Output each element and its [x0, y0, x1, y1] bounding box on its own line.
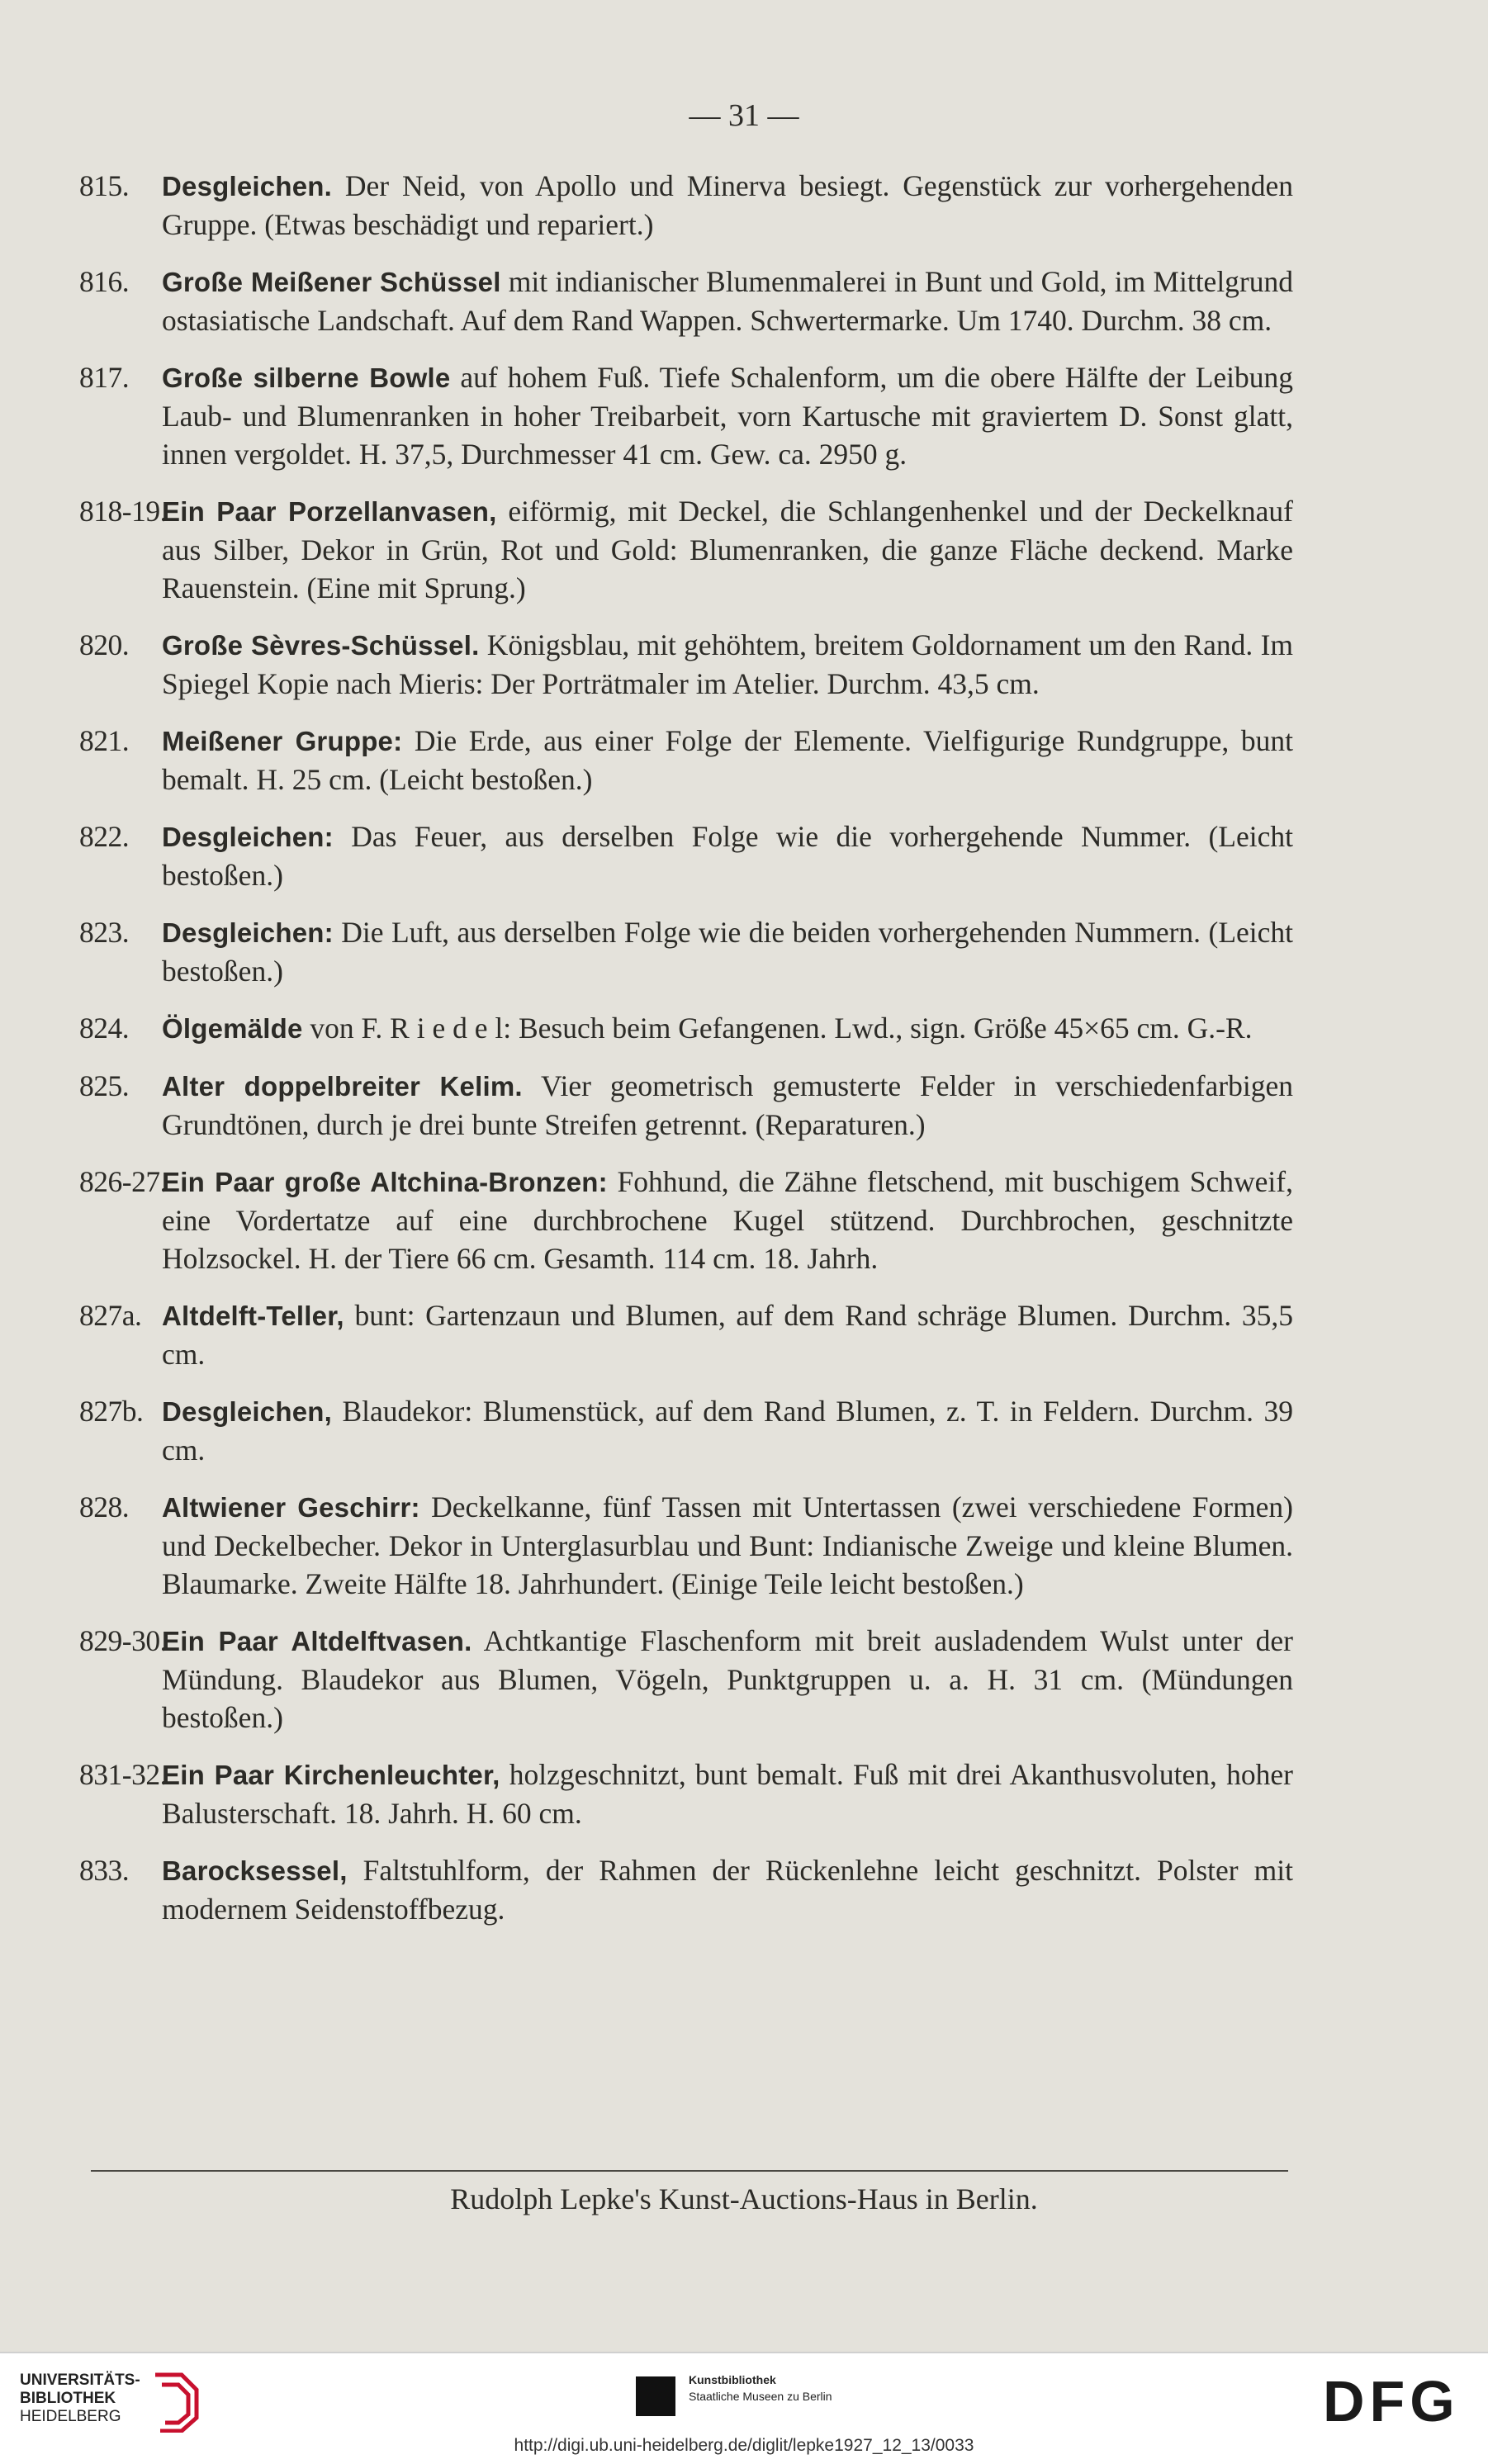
entry-description [162, 1296, 1293, 1373]
entry-text: auf hohem Fuß. Tiefe Schalenform, um die obere Hälfte der Leibung Laub- und Blumenranken in hoher Treibarbeit, vorn Kartusche mit graviertem D. Sonst glatt, innen vergoldet. H. 37,5, Durchmesser 41 cm. Gew. ca. 2950 g. [162, 361, 1293, 471]
catalog-entries [79, 167, 1293, 1947]
entry-text: Fohhund, die Zähne fletschend, mit buschigem Schweif, eine Vordertatze auf eine durchbrochene Kugel stützend. Durchbrochen, geschnitzte Holzsockel. H. der Tiere 66 cm. Gesamth. 114 cm. 18. Jahrh. [162, 1165, 1293, 1275]
entry-number: 822. [79, 820, 130, 853]
entry-text: bunt: Gartenzaun und Blumen, auf dem Rand schräge Blumen. Durchm. 35,5 cm. [162, 1299, 1293, 1371]
catalog-entry [79, 1392, 1293, 1469]
entry-text: Blaudekor: Blumenstück, auf dem Rand Blumen, z. T. in Feldern. Durchm. 39 cm. [162, 1395, 1293, 1467]
entry-text: Das Feuer, aus derselben Folge wie die vorhergehende Nummer. (Leicht bestoßen.) [162, 820, 1293, 892]
uni-line-1: UNIVERSITÄTS- [20, 2372, 140, 2389]
entry-heading: Ein Paar Porzellanvasen, [162, 496, 497, 527]
kunstbibliothek-logo[interactable] [689, 2372, 832, 2405]
entry-text: Vier geometrisch gemusterte Felder in verschiedenfarbigen Grundtönen, durch je drei bunte Streifen getrennt. (Reparaturen.) [162, 1069, 1293, 1141]
entry-description [162, 626, 1293, 703]
entry-text: Achtkantige Flaschenform mit breit ausladendem Wulst unter der Mündung. Blaudekor aus Blumen, Vögeln, Punktgruppen u. a. H. 31 cm. (Mündungen bestoßen.) [162, 1624, 1294, 1734]
catalog-entry [79, 358, 1293, 473]
footer-rule [91, 2170, 1288, 2172]
catalog-entry [79, 913, 1293, 990]
entry-text: Die Luft, aus derselben Folge wie die beiden vorhergehenden Nummern. (Leicht bestoßen.) [162, 916, 1293, 988]
page-number: — 31 — [689, 98, 799, 133]
entry-heading: Desgleichen, [162, 1396, 332, 1427]
catalog-entry [79, 1067, 1293, 1144]
entry-text: Der Neid, von Apollo und Minerva besiegt. Gegenstück zur vorhergehenden Gruppe. (Etwas beschädigt und repariert.) [162, 169, 1293, 241]
entry-number: 833. [79, 1854, 130, 1887]
entry-heading: Desgleichen: [162, 822, 334, 852]
entry-description [162, 1163, 1293, 1277]
entry-description [162, 913, 1293, 990]
entry-heading: Ein Paar Altdelftvasen. [162, 1626, 472, 1656]
entry-description [162, 167, 1293, 244]
entry-description [162, 817, 1293, 894]
uni-line-3: HEIDELBERG [20, 2408, 121, 2425]
catalog-entry [79, 1296, 1293, 1373]
entry-text: holzgeschnitzt, bunt bemalt. Fuß mit drei Akanthusvoluten, hoher Balusterschaft. 18. Jahrh. H. 60 cm. [162, 1758, 1293, 1830]
catalog-entry [79, 1163, 1293, 1277]
entry-description [162, 1009, 1293, 1048]
entry-description [162, 1851, 1293, 1928]
entry-number: 817. [79, 361, 130, 394]
entry-text: mit indianischer Blumenmalerei in Bunt und Gold, im Mittelgrund ostasiatische Landschaft. Auf dem Rand Wappen. Schwertermarke. Um 1740. Durchm. 38 cm. [162, 265, 1293, 337]
entry-heading: Große Sèvres-Schüssel. [162, 630, 480, 661]
entry-text: eiförmig, mit Deckel, die Schlangenhenkel und der Deckelknauf aus Silber, Dekor in Grün, Rot und Gold: Blumenranken, die ganze Fläche deckend. Marke Rauenstein. (Eine mit Sprung.) [162, 495, 1294, 604]
entry-text: von F. R i e d e l: Besuch beim Gefangenen. Lwd., sign. Größe 45×65 cm. G.-R. [302, 1012, 1253, 1045]
entry-number: 829-30. [79, 1624, 167, 1657]
entry-description [162, 1622, 1293, 1737]
entry-number: 824. [79, 1012, 130, 1045]
entry-number: 815. [79, 169, 130, 202]
entry-number: 831-32. [79, 1758, 167, 1791]
entry-heading: Altdelft-Teller, [162, 1301, 344, 1331]
kb-line-2: Staatliche Museen zu Berlin [689, 2390, 832, 2403]
entry-heading: Große silberne Bowle [162, 362, 451, 393]
entry-text: Deckelkanne, fünf Tassen mit Untertassen (zwei verschiedene Formen) und Deckelbecher. Dekor in Unterglasurblau und Bunt: Indianische Zweige und kleine Blumen. Blaumarke. Zweite Hälfte 18. Jahrhundert. (Einige Teile leicht bestoßen.) [162, 1490, 1294, 1600]
catalog-entry [79, 1488, 1293, 1603]
entry-heading: Große Meißener Schüssel [162, 267, 501, 297]
entry-number: 823. [79, 916, 130, 949]
publisher-line: Rudolph Lepke's Kunst-Auctions-Haus in Berlin. [450, 2182, 1038, 2215]
entry-description [162, 263, 1293, 339]
uni-emblem-icon [149, 2367, 206, 2433]
university-library-logo[interactable] [20, 2372, 140, 2426]
dfg-logo[interactable]: DFG [1323, 2369, 1460, 2433]
entry-number: 821. [79, 724, 130, 757]
entry-description [162, 1488, 1293, 1603]
entry-description [162, 358, 1293, 473]
entry-heading: Barocksessel, [162, 1855, 348, 1886]
entry-text: Faltstuhlform, der Rahmen der Rückenlehne leicht geschnitzt. Polster mit modernem Seidenstoffbezug. [162, 1854, 1293, 1926]
entry-number: 818-19. [79, 495, 167, 528]
entry-number: 827a. [79, 1299, 142, 1332]
entry-number: 825. [79, 1069, 130, 1102]
catalog-entry [79, 263, 1293, 339]
entry-number: 816. [79, 265, 130, 298]
entry-description [162, 1756, 1293, 1832]
catalog-entry [79, 1009, 1293, 1048]
entry-heading: Desgleichen: [162, 917, 334, 948]
catalog-entry [79, 492, 1293, 607]
kunstbibliothek-icon [636, 2376, 675, 2416]
entry-text: Die Erde, aus einer Folge der Elemente. Vielfigurige Rundgruppe, bunt bemalt. H. 25 cm. (Leicht bestoßen.) [162, 724, 1293, 796]
entry-description [162, 722, 1293, 798]
catalog-entry [79, 817, 1293, 894]
entry-text: Königsblau, mit gehöhtem, breitem Goldornament um den Rand. Im Spiegel Kopie nach Mieris: Der Porträtmaler im Atelier. Durchm. 43,5 cm. [162, 628, 1294, 700]
kb-line-1: Kunstbibliothek [689, 2373, 776, 2386]
entry-description [162, 1067, 1293, 1144]
entry-number: 820. [79, 628, 130, 661]
permalink-url[interactable]: http://digi.ub.uni-heidelberg.de/diglit/lepke1927_12_13/0033 [514, 2436, 974, 2455]
catalog-entry [79, 167, 1293, 244]
entry-heading: Desgleichen. [162, 171, 332, 201]
catalog-entry [79, 1756, 1293, 1832]
entry-heading: Alter doppelbreiter Kelim. [162, 1071, 523, 1102]
catalog-entry [79, 1622, 1293, 1737]
entry-heading: Meißener Gruppe: [162, 726, 403, 756]
entry-heading: Ölgemälde [162, 1013, 303, 1044]
entry-number: 827b. [79, 1395, 144, 1428]
entry-heading: Ein Paar große Altchina-Bronzen: [162, 1167, 608, 1197]
catalog-entry [79, 722, 1293, 798]
catalog-entry [79, 626, 1293, 703]
entry-number: 826-27. [79, 1165, 167, 1198]
entry-heading: Altwiener Geschirr: [162, 1492, 420, 1523]
catalog-entry [79, 1851, 1293, 1928]
entry-description [162, 1392, 1293, 1469]
uni-line-2: BIBLIOTHEK [20, 2390, 116, 2407]
entry-heading: Ein Paar Kirchenleuchter, [162, 1760, 500, 1790]
entry-number: 828. [79, 1490, 130, 1523]
entry-description [162, 492, 1293, 607]
